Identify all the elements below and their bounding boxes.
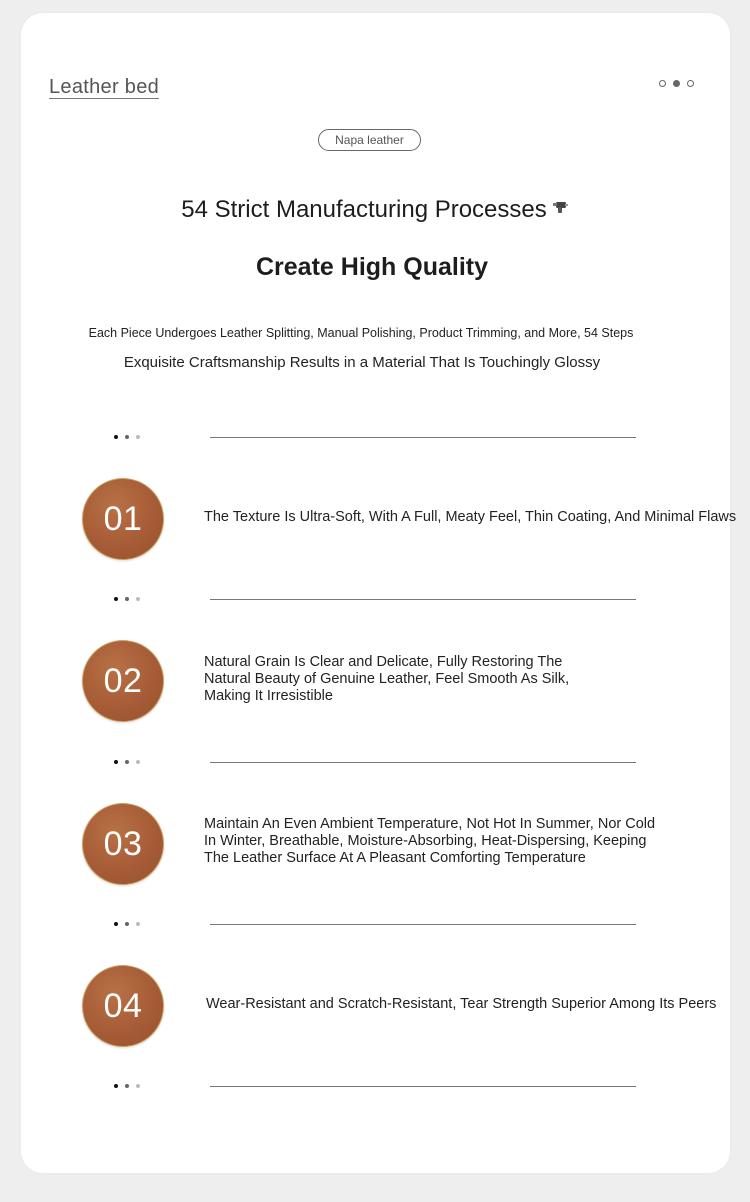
section-divider <box>0 920 750 930</box>
material-tag: Napa leather <box>318 129 421 151</box>
divider-dot <box>114 1084 118 1088</box>
section-divider <box>0 758 750 768</box>
divider-dot <box>125 597 129 601</box>
divider-dot <box>125 760 129 764</box>
more-dots-icon[interactable] <box>659 80 697 90</box>
feature-text <box>206 996 716 1013</box>
divider-dot <box>136 760 140 764</box>
divider-dot <box>125 1084 129 1088</box>
section-divider <box>0 1082 750 1092</box>
feature-text <box>204 816 655 867</box>
headline-text: 54 Strict Manufacturing Processes <box>181 196 547 223</box>
feature-line: Natural Grain Is Clear and Delicate, Fully Restoring The <box>204 654 563 670</box>
description-line-2: Exquisite Craftsmanship Results in a Material That Is Touchingly Glossy <box>123 354 601 371</box>
feature-line: Wear-Resistant and Scratch-Resistant, Tear Strength Superior Among Its Peers <box>206 996 717 1012</box>
divider-dot <box>136 922 140 926</box>
feature-number-badge: 04 <box>82 965 164 1047</box>
feature-line: Making It Irresistible <box>204 688 333 704</box>
feature-line: The Texture Is Ultra-Soft, With A Full, Meaty Feel, Thin Coating, And Minimal Flaws <box>204 509 737 525</box>
feature-text <box>204 654 569 705</box>
divider-line <box>210 1086 636 1087</box>
description-line-1: Each Piece Undergoes Leather Splitting, Manual Polishing, Product Trimming, and More, 54 Steps <box>88 326 634 340</box>
feature-text <box>204 509 736 526</box>
feature-number-badge: 03 <box>82 803 164 885</box>
divider-dot <box>114 922 118 926</box>
feature-number-badge: 02 <box>82 640 164 722</box>
divider-line <box>210 762 636 763</box>
divider-dot <box>136 597 140 601</box>
divider-dot <box>114 435 118 439</box>
divider-line <box>210 437 636 438</box>
headline <box>0 195 750 225</box>
section-divider <box>0 433 750 443</box>
divider-line <box>210 924 636 925</box>
feature-line: The Leather Surface At A Pleasant Comforting Temperature <box>204 850 586 866</box>
subheadline: Create High Quality <box>256 253 488 281</box>
brand-title: Leather bed <box>49 76 160 98</box>
menu-dot <box>673 80 680 87</box>
feature-line: Maintain An Even Ambient Temperature, Not Hot In Summer, Nor Cold <box>204 816 656 832</box>
menu-dot <box>687 80 694 87</box>
nail-gun-icon <box>553 192 569 206</box>
divider-dot <box>136 1084 140 1088</box>
feature-line: In Winter, Breathable, Moisture-Absorbing, Heat-Dispersing, Keeping <box>204 833 647 849</box>
divider-dot <box>136 435 140 439</box>
divider-dot <box>114 760 118 764</box>
divider-dot <box>125 435 129 439</box>
divider-dot <box>125 922 129 926</box>
divider-dot <box>114 597 118 601</box>
divider-line <box>210 599 636 600</box>
feature-number-badge: 01 <box>82 478 164 560</box>
feature-line: Natural Beauty of Genuine Leather, Feel Smooth As Silk, <box>204 671 570 687</box>
section-divider <box>0 595 750 605</box>
menu-dot <box>659 80 666 87</box>
